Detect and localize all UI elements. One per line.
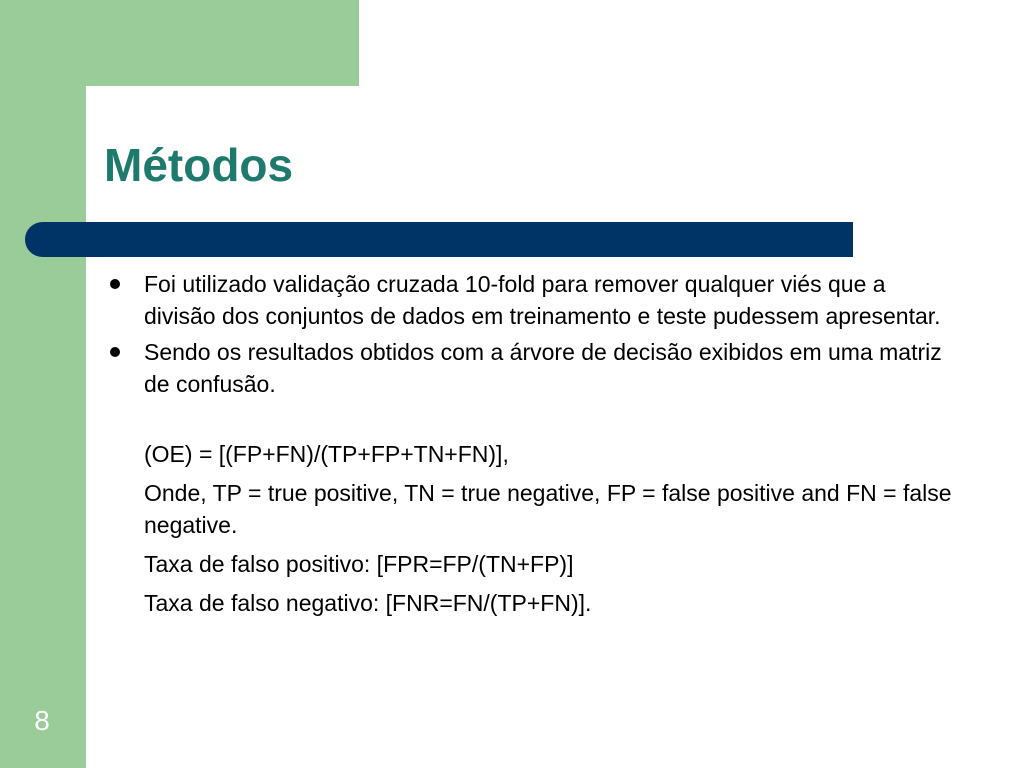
fnr-line: Taxa de falso negativo: [FNR=FN/(TP+FN)].: [144, 590, 592, 616]
top-green-band: [0, 0, 359, 86]
definitions-line: Onde, TP = true positive, TN = true negative, FP = false positive and FN = false negative.: [144, 480, 952, 538]
bullet-text: Sendo os resultados obtidos com a árvore de decisão exibidos em uma matriz de confusão.: [144, 339, 942, 397]
title-underline-bar: [25, 222, 853, 257]
fpr-line: Taxa de falso positivo: [FPR=FP/(TN+FP)]: [144, 551, 574, 577]
formula-line: (OE) = [(FP+FN)/(TP+FP+TN+FN)],: [144, 441, 509, 467]
spacer: [104, 404, 954, 438]
bullet-item: [104, 336, 954, 400]
bullet-text: Foi utilizado validação cruzada 10-fold para remover qualquer viés que a divisão dos conjuntos de dados em treinamento e teste pudessem apresentar.: [144, 271, 941, 329]
slide-title: Métodos: [104, 139, 294, 191]
bullet-item: [104, 268, 954, 332]
left-green-band: [0, 0, 86, 768]
page-number: 8: [34, 705, 50, 736]
bullet-dot-icon: [110, 347, 120, 357]
rounded-corner: [86, 86, 146, 146]
bullet-dot-icon: [110, 279, 120, 289]
slide-body: [104, 268, 954, 626]
